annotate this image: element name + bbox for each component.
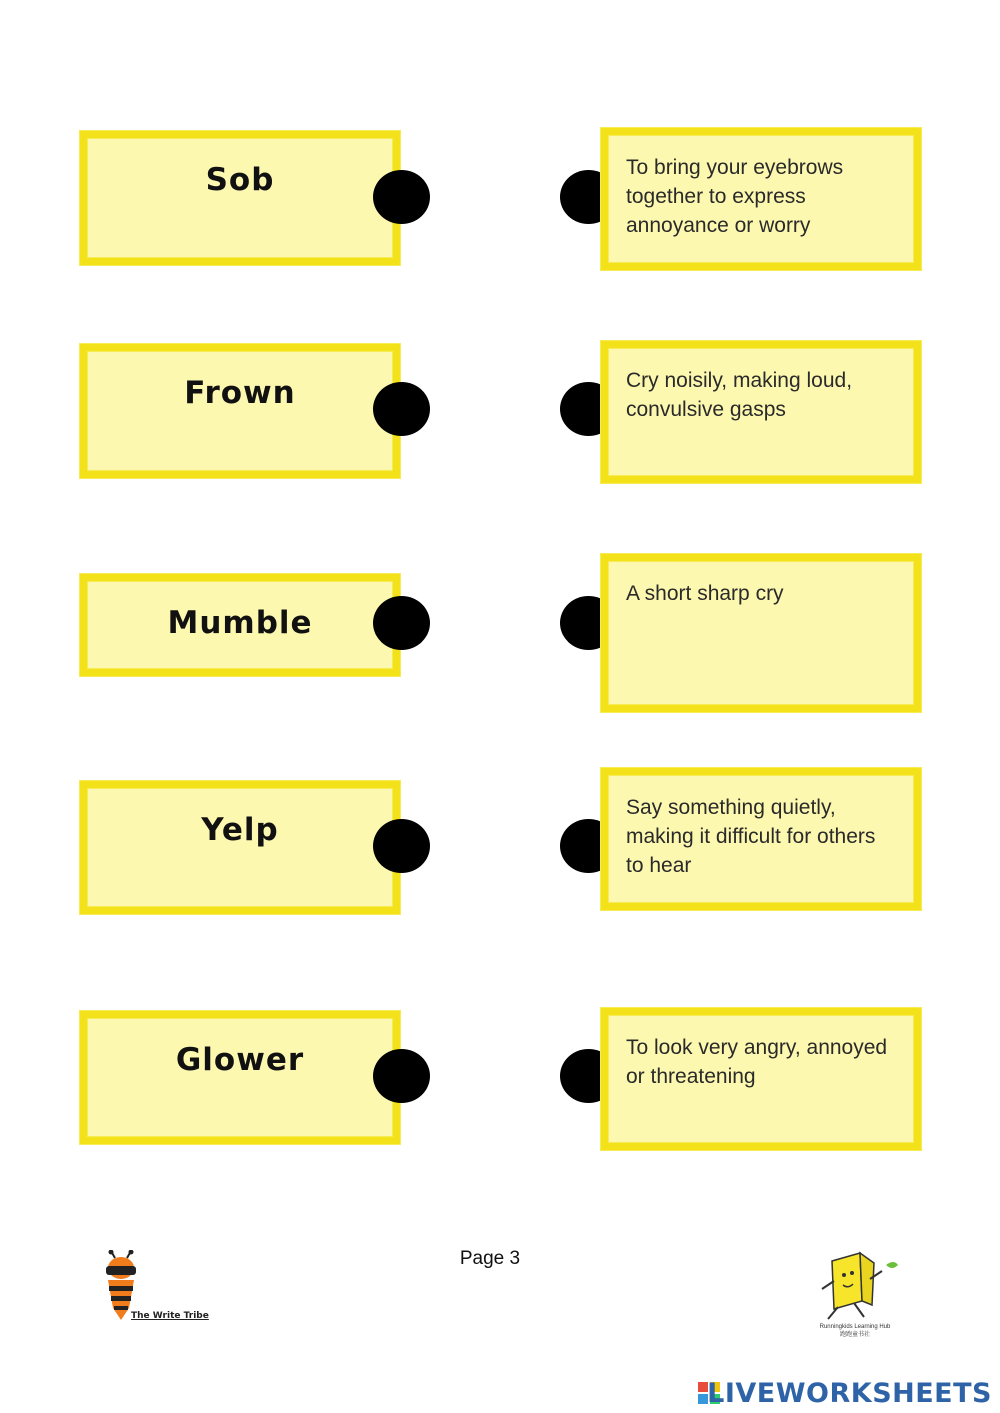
definition-text: To bring your eyebrows together to express annoyance or worry: [626, 156, 844, 237]
definition-text: To look very angry, annoyed or threatening: [626, 1036, 888, 1088]
left-logo-text: The Write Tribe: [131, 1311, 209, 1321]
liveworksheets-brand[interactable]: LIVEWORKSHEETS: [707, 1378, 992, 1409]
definition-text: Cry noisily, making loud, convulsive gasps: [626, 369, 853, 421]
match-dot-left-5[interactable]: [373, 1049, 430, 1103]
definition-text: Say something quietly, making it difficult for others to hear: [626, 796, 876, 877]
word-card-3: [80, 574, 400, 676]
right-logo-text: Runningkids Learning Hub 跑跑童书社: [819, 1324, 891, 1338]
word-card-1: [80, 131, 400, 265]
running-book-logo-icon: [814, 1245, 904, 1325]
word-card-2: [80, 344, 400, 478]
definition-card-3: [601, 554, 921, 712]
word-card-5: [80, 1011, 400, 1144]
definition-card-2: [601, 341, 921, 483]
definition-card-4: [601, 768, 921, 910]
definition-card-1: [601, 128, 921, 270]
match-dot-left-3[interactable]: [373, 596, 430, 650]
word-label: Frown: [184, 375, 296, 411]
word-label: Mumble: [167, 605, 313, 641]
word-label: Glower: [175, 1042, 305, 1078]
page-number: Page 3: [459, 1248, 521, 1269]
word-card-4: [80, 781, 400, 914]
match-dot-left-4[interactable]: [373, 819, 430, 873]
word-label: Sob: [205, 162, 275, 198]
match-dot-left-2[interactable]: [373, 382, 430, 436]
word-label: Yelp: [201, 812, 279, 848]
match-dot-left-1[interactable]: [373, 170, 430, 224]
definition-card-5: [601, 1008, 921, 1150]
definition-text: A short sharp cry: [626, 582, 784, 605]
